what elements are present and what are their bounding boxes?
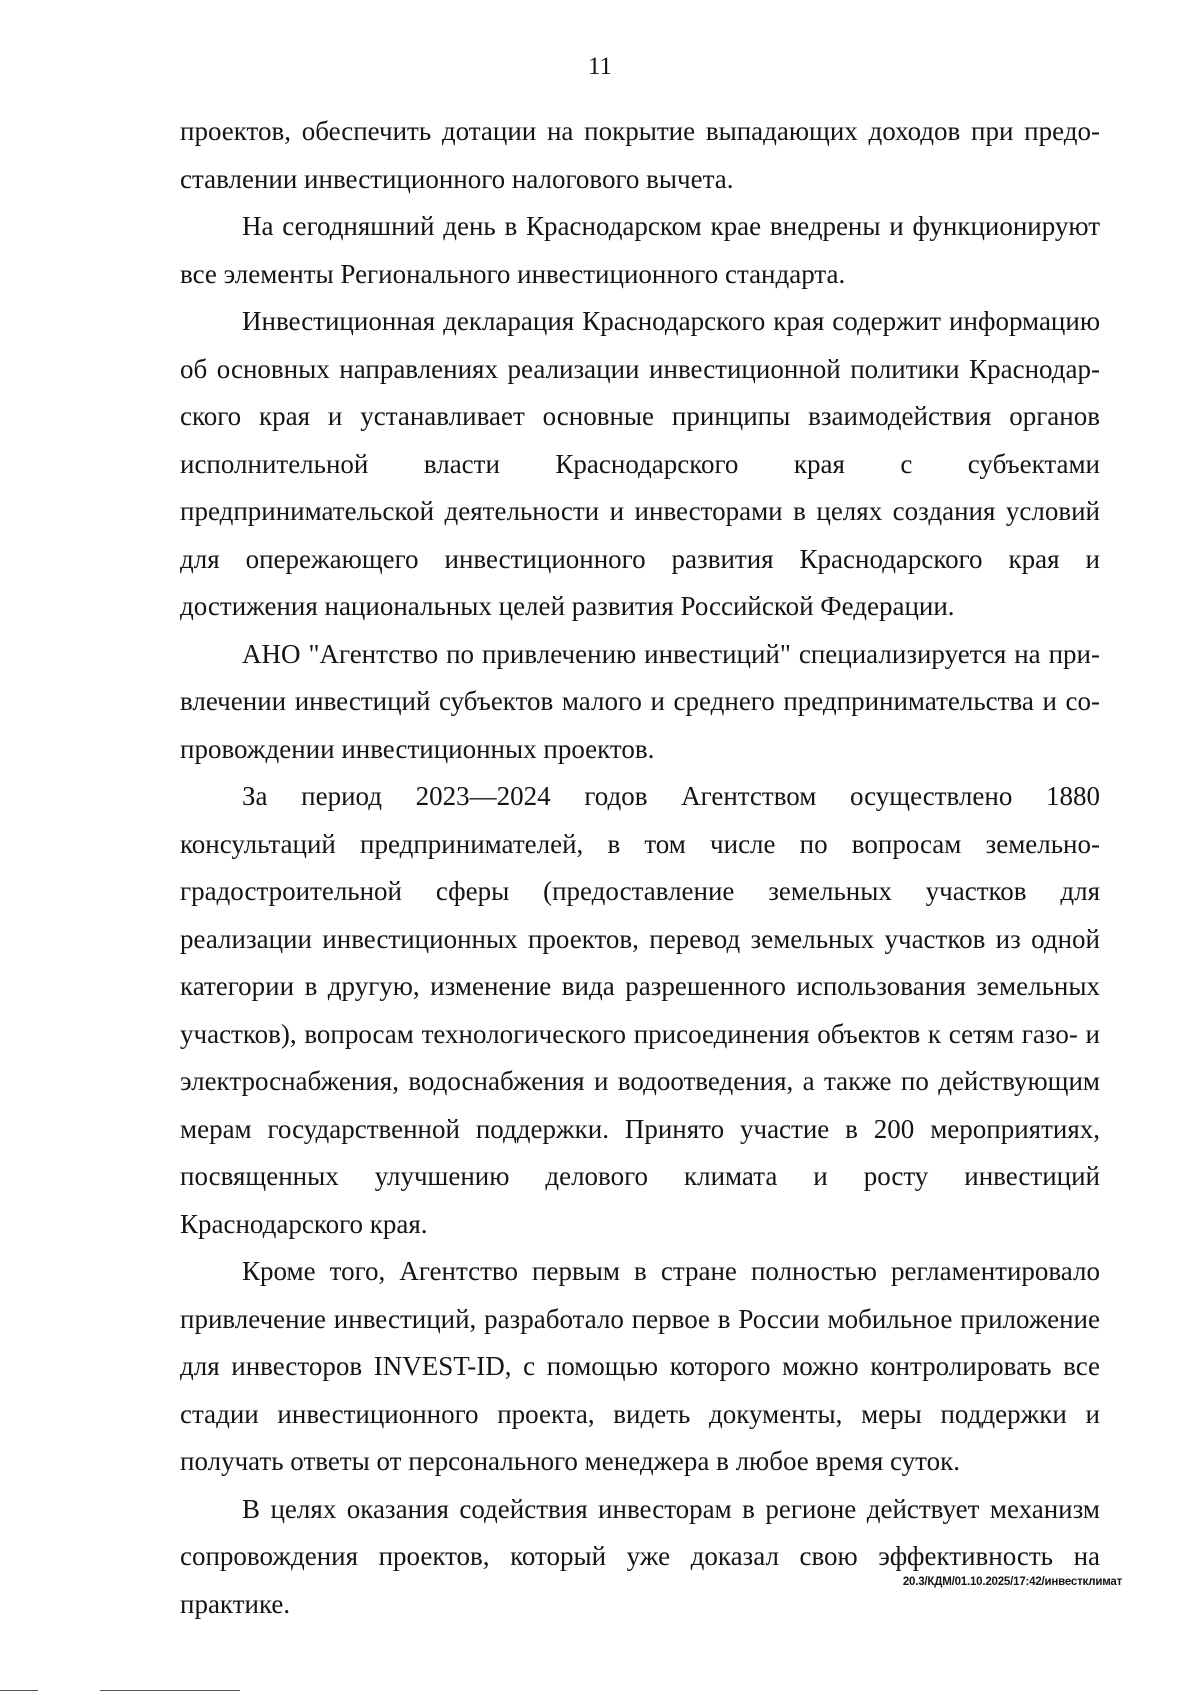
bottom-divider	[100, 1690, 240, 1691]
footer-stamp: 20.3/КДМ/01.10.2025/17:42/инвестклимат	[902, 1576, 1122, 1588]
paragraph-project-support: В целях оказания содействия инвесторам в регионе действует механизм сопровождения проектов, который уже доказал свою эффективность на практике.	[180, 1493, 1100, 1619]
paragraph-investment-declaration: Инвестиционная декларация Краснодарского края содержит информацию об основных направлениях реализации инвестиционной политики Краснодарского края и устанавливает основные принципы взаимодействия органов исполнительной власти Краснодарского края с субъектами предпринимательской деятельности и инвесторами в целях создания условий для опережающего инвестиционного развития Краснодарского края и достижения национальных целей развития Российской Федерации.	[180, 306, 1100, 621]
page-number: 11	[587, 53, 613, 80]
paragraph-continuation: проектов, обеспечить дотации на покрытие выпадающих доходов при предоставлении инвестиционного налогового вычета.	[180, 116, 1100, 194]
bottom-divider	[0, 1690, 38, 1691]
paragraph-agency-specialization: АНО "Агентство по привлечению инвестиций" специализируется на привлечении инвестиций субъектов малого и среднего предпринимательства и сопровождении инвестиционных проектов.	[180, 638, 1100, 764]
paragraph-invest-id: Кроме того, Агентство первым в стране полностью регламентировало привлечение инвестиций, разработало первое в России мобильное приложение для инвесторов INVEST-ID, с помощью которого можно контролировать все стадии инвестиционного проекта, видеть документы, меры поддержки и получать ответы от персонального менеджера в любое время суток.	[180, 1256, 1100, 1476]
paragraph-consultations: За период 2023—2024 годов Агентством осуществлено 1880 консультаций предпринимателей, в том числе по вопросам земельно-градостроительной сферы (предоставление земельных участков для реализации инвестиционных проектов, перевод земельных участков из одной категории в другую, изменение вида разрешенного использования земельных участков), вопросам технологического присоединения объектов к сетям газо- и электроснабжения, водоснабжения и водоотведения, а также по действующим мерам государственной поддержки. Принято участие в 200 мероприятиях, посвященных улучшению делового климата и росту инвестиций Краснодарского края.	[180, 781, 1100, 1239]
paragraph-regional-standard: На сегодняшний день в Краснодарском крае внедрены и функционируют все элементы Регионального инвестиционного стандарта.	[180, 211, 1100, 289]
document-body	[180, 108, 1100, 1628]
